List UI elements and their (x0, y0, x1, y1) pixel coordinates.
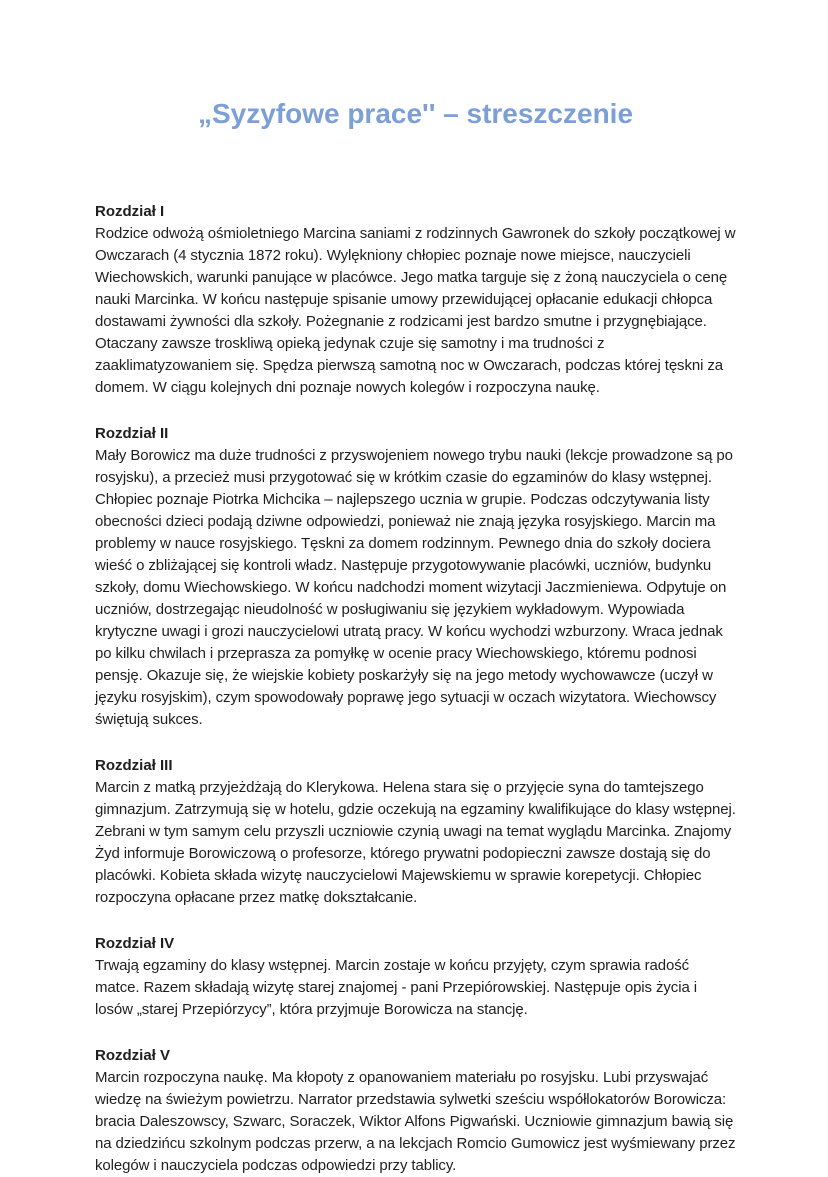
section-heading: Rozdział V (95, 1047, 171, 1064)
section-rozdzial-3 (95, 755, 736, 909)
section-heading: Rozdział II (95, 425, 169, 442)
section-body: Marcin rozpoczyna naukę. Ma kłopoty z opanowaniem materiału po rosyjsku. Lubi przyswajać wiedzę na świeżym powietrzu. Narrator przedstawia sylwetki sześciu współlokatorów Borowicza: bracia Daleszowscy, Szwarc, Soraczek, Wiktor Alfons Pigwański. Uczniowie gimnazjum bawią się na dziedzińcu szkolnym podczas przerw, a na lekcjach Romcio Gumowicz jest wyśmiewany przez kolegów i nauczyciela podczas odpowiedzi przy tablicy. (95, 1069, 736, 1174)
section-rozdzial-1 (95, 201, 736, 399)
section-heading: Rozdział I (95, 203, 165, 220)
section-body: Mały Borowicz ma duże trudności z przyswojeniem nowego trybu nauki (lekcje prowadzone są po rosyjsku), a przecież musi przygotować się w krótkim czasie do egzaminów do klasy wstępnej. Chłopiec poznaje Piotrka Michcika – najlepszego ucznia w grupie. Podczas odczytywania listy obecności dzieci podają dziwne odpowiedzi, ponieważ nie znają języka rosyjskiego. Marcin ma problemy w nauce rosyjskiego. Tęskni za domem rodzinnym. Pewnego dnia do szkoły dociera wieść o zbliżającej się kontroli władz. Następuje przygotowywanie placówki, uczniów, budynku szkoły, domu Wiechowskiego. W końcu nadchodzi moment wizytacji Jaczmieniewa. Odpytuje on uczniów, dostrzegając nieudolność w posługiwaniu się językiem wykładowym. Wypowiada krytyczne uwagi i grozi nauczycielowi utratą pracy. W końcu wychodzi wzburzony. Wraca jednak po kilku chwilach i przeprasza za pomyłkę w ocenie pracy Wiechowskiego, któremu podnosi pensję. Okazuje się, że wiejskie kobiety poskarżyły się na jego metody wychowawcze (uczył w języku rosyjskim), czym spowodowały poprawę jego sytuacji w oczach wizytatora. Wiechowscy świętują sukces. (95, 447, 733, 728)
section-rozdzial-4 (95, 933, 736, 1021)
section-heading: Rozdział IV (95, 935, 175, 952)
section-body: Rodzice odwożą ośmioletniego Marcina saniami z rodzinnych Gawronek do szkoły początkowej w Owczarach (4 stycznia 1872 roku). Wylękniony chłopiec poznaje nowe miejsce, nauczycieli Wiechowskich, warunki panujące w placówce. Jego matka targuje się z żoną nauczyciela o cenę nauki Marcinka. W końcu następuje spisanie umowy przewidującej opłacanie edukacji chłopca dostawami żywności dla szkoły. Pożegnanie z rodzicami jest bardzo smutne i przygnębiające. Otaczany zawsze troskliwą opieką jedynak czuje się samotny i ma trudności z zaaklimatyzowaniem się. Spędza pierwszą samotną noc w Owczarach, podczas której tęskni za domem. W ciągu kolejnych dni poznaje nowych kolegów i rozpoczyna naukę. (95, 225, 736, 396)
section-heading: Rozdział III (95, 757, 173, 774)
section-rozdzial-2 (95, 423, 736, 731)
section-body: Marcin z matką przyjeżdżają do Klerykowa. Helena stara się o przyjęcie syna do tamtejszego gimnazjum. Zatrzymują się w hotelu, gdzie oczekują na egzaminy kwalifikujące do klasy wstępnej. Zebrani w tym samym celu przyszli uczniowie czynią uwagi na temat wyglądu Marcinka. Znajomy Żyd informuje Borowiczową o profesorze, którego prywatni podopieczni zawsze dostają się do placówki. Kobieta składa wizytę nauczycielowi Majewskiemu w sprawie korepetycji. Chłopiec rozpoczyna opłacane przez matkę dokształcanie. (95, 779, 736, 906)
section-rozdzial-5 (95, 1045, 736, 1177)
section-body: Trwają egzaminy do klasy wstępnej. Marcin zostaje w końcu przyjęty, czym sprawia radość matce. Razem składają wizytę starej znajomej - pani Przepiórowskiej. Następuje opis życia i losów „starej Przepiórzycy”, która przyjmuje Borowicza na stancję. (95, 957, 697, 1018)
document-title: „Syzyfowe prace'' – streszczenie (197, 98, 634, 129)
